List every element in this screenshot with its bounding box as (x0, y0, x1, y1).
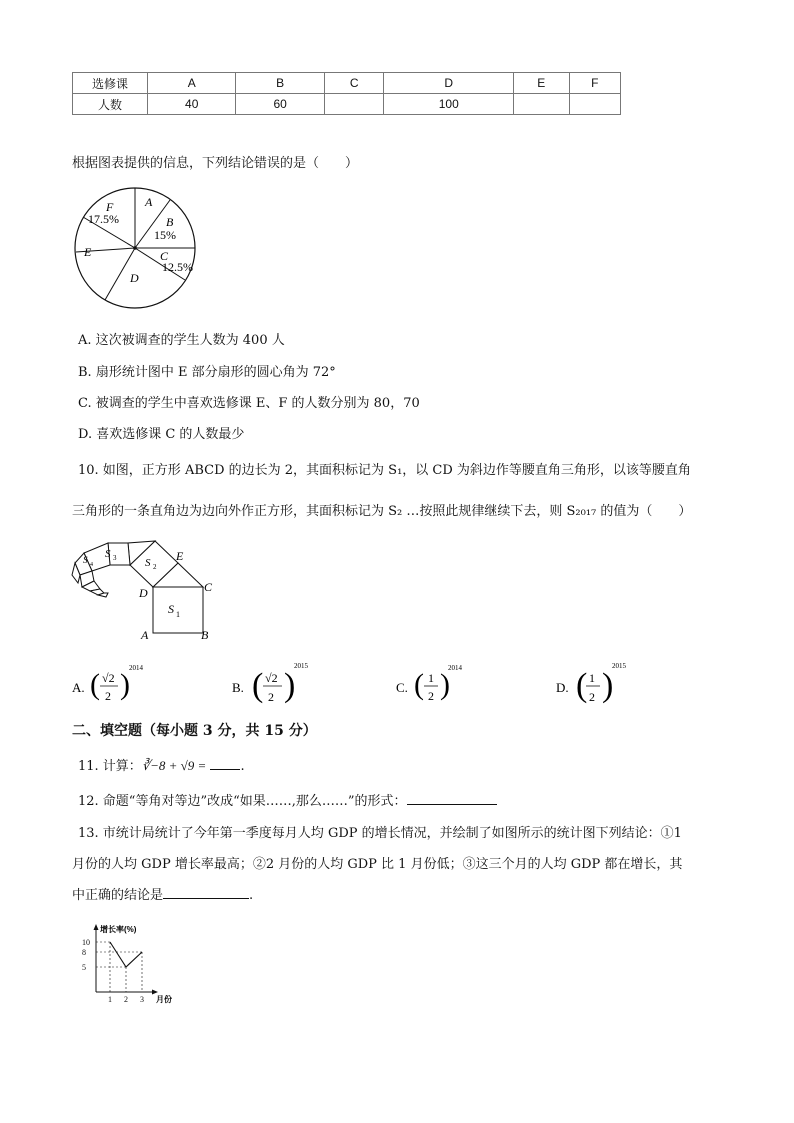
q9-option-d: D. 喜欢选修课 C 的人数最少 (78, 427, 245, 442)
q13-line3-text: 中正确的结论是 (72, 888, 164, 903)
label-s4: S (83, 555, 88, 565)
q13-line1: 13. 市统计局统计了今年第一季度每月人均 GDP 的增长情况，并绘制了如图所示的统计图下列结论：①1 (78, 826, 682, 841)
x-tick-label: 2 (124, 995, 128, 1004)
frac-option-a (72, 660, 162, 710)
q13-line3-end: . (249, 888, 254, 903)
option-letter: D. (556, 680, 569, 695)
pie-pct-f: 17.5% (88, 212, 119, 226)
table-cell: 人数 (73, 94, 148, 115)
option-den: 2 (105, 689, 111, 703)
svg-text:): ) (284, 667, 296, 704)
squares-figure (70, 535, 230, 645)
label-s2: S (145, 557, 151, 569)
table-cell: E (514, 73, 570, 94)
pie-pct-b: 15% (154, 228, 176, 242)
option-num: √2 (102, 671, 115, 685)
pie-chart (70, 182, 200, 317)
option-den: 2 (589, 690, 595, 704)
y-tick-label: 8 (82, 948, 86, 957)
q9-option-c: C. 被调查的学生中喜欢选修课 E、F 的人数分别为 80，70 (78, 396, 420, 411)
table-row (73, 94, 621, 115)
svg-text:(: ( (576, 667, 588, 704)
option-num: 1 (589, 671, 595, 685)
svg-text:): ) (440, 668, 450, 701)
q9-stem: 根据图表提供的信息，下列结论错误的是（ ） (72, 156, 359, 171)
q11-expr: ∛−8 + √9 = (141, 758, 207, 773)
svg-text:(: ( (252, 667, 264, 704)
q9-option-b: B. 扇形统计图中 E 部分扇形的圆心角为 72° (78, 365, 336, 380)
label-b: B (201, 628, 209, 642)
pie-label-f: F (106, 200, 114, 214)
q10-stem-line2: 三角形的一条直角边为边向外作正方形，其面积标记为 S₂ …按照此规律继续下去，则 S₂₀₁₇ 的值为（ ） (72, 504, 692, 519)
table-cell: C (324, 73, 384, 94)
frac-option-d (556, 660, 646, 710)
frac-option-c (396, 660, 486, 710)
table-cell: 100 (384, 94, 514, 115)
series-line (110, 942, 142, 967)
label-c: C (204, 580, 213, 594)
table-cell: D (384, 73, 514, 94)
q11-answer-blank[interactable] (210, 756, 240, 770)
table-cell (569, 94, 620, 115)
q12-text: 12. 命题“等角对等边”改成“如果……,那么……”的形式： (78, 794, 407, 809)
y-axis-label: 增长率(%) (100, 925, 137, 934)
option-den: 2 (428, 689, 434, 703)
table-cell: 40 (148, 94, 236, 115)
q11-prefix: 11. 计算： (78, 759, 142, 774)
y-tick-label: 5 (82, 963, 86, 972)
table-cell: F (569, 73, 620, 94)
option-letter: C. (396, 680, 408, 695)
option-letter: B. (232, 680, 244, 695)
label-a: A (141, 628, 149, 642)
q10-option-d (556, 660, 646, 714)
x-tick-label: 1 (108, 995, 112, 1004)
option-letter: A. (72, 680, 85, 695)
option-exp: 2015 (294, 662, 308, 670)
square-s3 (108, 543, 130, 565)
pie-label-d: D (130, 271, 139, 285)
option-exp: 2015 (612, 662, 626, 670)
q13-line3 (72, 884, 253, 903)
q13-answer-blank[interactable] (163, 885, 249, 899)
q12-answer-blank[interactable] (407, 791, 497, 805)
y-tick-label: 10 (82, 938, 90, 947)
svg-text:): ) (602, 667, 614, 704)
label-e: E (176, 549, 184, 563)
label-s1: S (168, 602, 174, 616)
q13-line2: 月份的人均 GDP 增长率最高；②2 月份的人均 GDP 比 1 月份低；③这三个月的人均 GDP 都在增长，其 (72, 857, 683, 872)
pie-pct-c: 12.5% (162, 260, 193, 274)
q10-option-c (396, 660, 486, 714)
q9-option-a: A. 这次被调查的学生人数为 400 人 (78, 333, 285, 348)
table-cell: 选修课 (73, 73, 148, 94)
pie-label-a: A (145, 195, 153, 209)
frac-option-b (232, 660, 322, 710)
label-d: D (139, 586, 148, 600)
option-exp: 2014 (129, 664, 143, 672)
q11-suffix: . (240, 759, 245, 774)
pie-label-b: B (166, 215, 174, 229)
course-table (72, 72, 621, 115)
q11 (78, 755, 245, 774)
x-tick-label: 3 (140, 995, 144, 1004)
section-title: 二、填空题（每小题 3 分，共 15 分） (72, 723, 317, 739)
q12 (78, 790, 497, 809)
pie-label-e: E (84, 245, 92, 259)
table-cell: B (236, 73, 324, 94)
option-num: √2 (265, 671, 278, 685)
gdp-line-chart (80, 922, 190, 1004)
table-header-row (73, 73, 621, 94)
table-cell (324, 94, 384, 115)
svg-text:(: ( (90, 668, 100, 701)
label-s4-sub: 4 (90, 562, 93, 568)
svg-text:): ) (120, 668, 130, 701)
label-s1-sub: 1 (176, 610, 180, 619)
svg-text:(: ( (414, 668, 424, 701)
q10-stem-line1: 10. 如图，正方形 ABCD 的边长为 2，其面积标记为 S₁，以 CD 为斜边作等腰直角三角形，以该等腰直角 (78, 463, 691, 478)
q10-option-b (232, 660, 322, 714)
table-cell (514, 94, 570, 115)
q10-option-a (72, 660, 162, 714)
label-s3-sub: 3 (113, 554, 117, 562)
table-cell: A (148, 73, 236, 94)
label-s3: S (105, 548, 111, 560)
x-axis-label: 月份 (156, 995, 172, 1004)
option-exp: 2014 (448, 664, 462, 672)
label-s2-sub: 2 (153, 563, 157, 571)
option-num: 1 (428, 671, 434, 685)
pie-label-c: C (160, 249, 169, 263)
table-cell: 60 (236, 94, 324, 115)
option-den: 2 (268, 690, 274, 704)
